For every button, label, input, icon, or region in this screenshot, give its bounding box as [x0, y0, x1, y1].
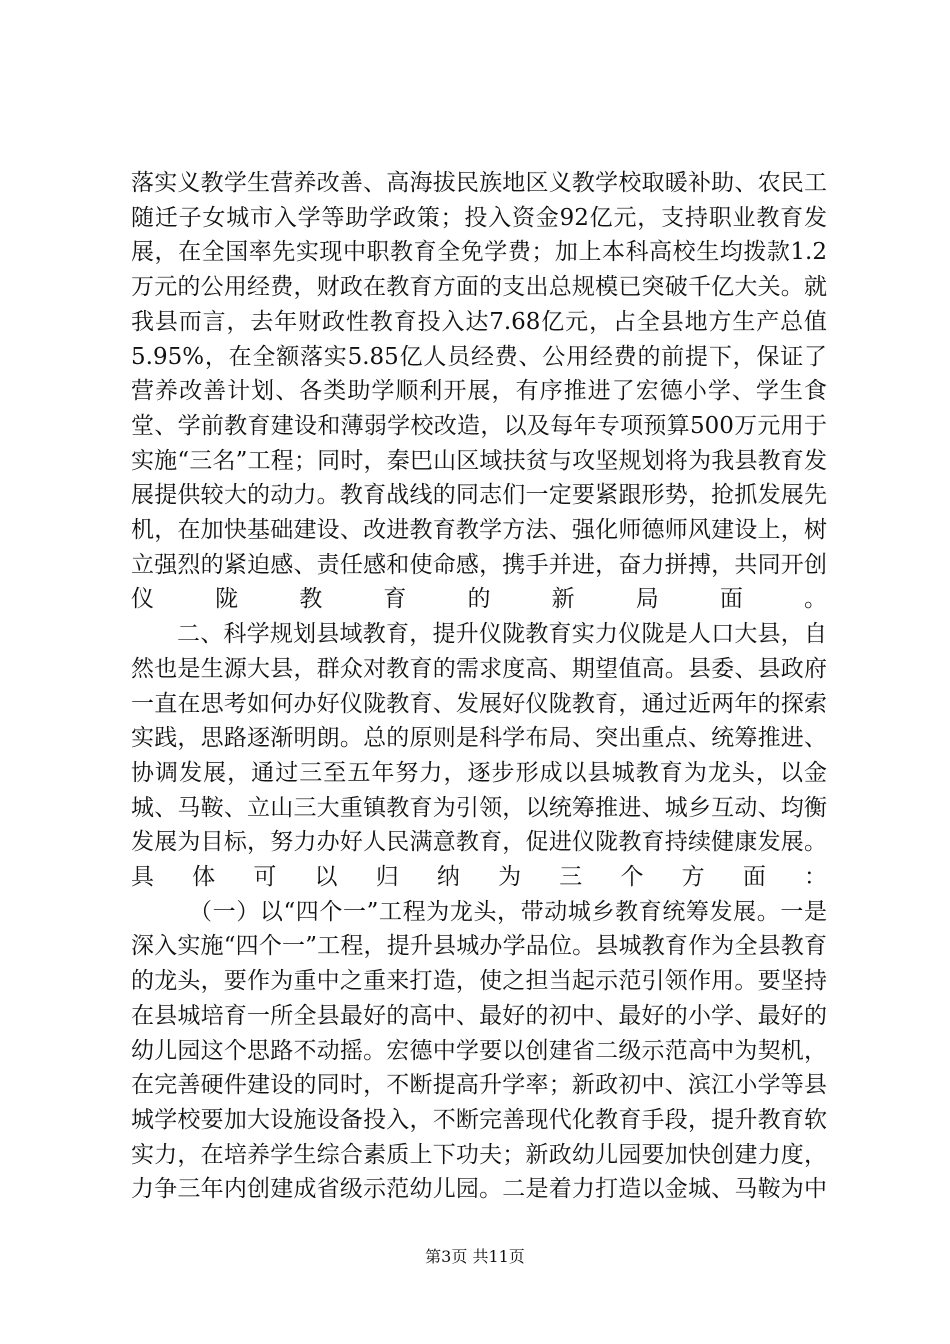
page-number-footer: 第3页 共11页: [425, 1247, 525, 1266]
paragraph-subsection-one: （一）以“四个一”工程为龙头，带动城乡教育统筹发展。一是深入实施“四个一”工程，提升县城办学品位。县城教育作为全县教育的龙头，要作为重中之重来打造，使之担当起示范引领作用。要坚持在县城培育一所全县最好的高中、最好的初中、最好的小学、最好的幼儿园这个思路不动摇。宏德中学要以创建省二级示范高中为契机，在完善硬件建设的同时，不断提高升学率；新政初中、滨江小学等县城学校要加大设施设备投入，不断完善现代化教育手段，提升教育软实力，在培养学生综合素质上下功夫；新政幼儿园要加快创建力度，力争三年内创建成省级示范幼儿园。二是着力打造以金城、马鞍为中: [131, 898, 827, 1203]
document-body: [131, 166, 827, 1207]
paragraph-continuation: 落实义教学生营养改善、高海拔民族地区义教学校取暖补助、农民工随迁子女城市入学等助学政策；投入资金92亿元，支持职业教育发展，在全国率先实现中职教育全免学费；加上本科高校生均拨款1.2万元的公用经费，财政在教育方面的支出总规模已突破千亿大关。就我县而言，去年财政性教育投入达7.68亿元，占全县地方生产总值5.95%，在全额落实5.85亿人员经费、公用经费的前提下，保证了营养改善计划、各类助学顺利开展，有序推进了宏德小学、学生食堂、学前教育建设和薄弱学校改造，以及每年专项预算500万元用于实施“三名”工程；同时，秦巴山区域扶贫与攻坚规划将为我县教育发展提供较大的动力。教育战线的同志们一定要紧跟形势，抢抓发展先机，在加快基础建设、改进教育教学方法、强化师德师风建设上，树立强烈的紧迫感、责任感和使命感，携手并进，奋力拼搏，共同开创仪陇教育的新局面。: [131, 170, 827, 613]
paragraph-section-two: 二、科学规划县域教育，提升仪陇教育实力仪陇是人口大县，自然也是生源大县，群众对教育的需求度高、期望值高。县委、县政府一直在思考如何办好仪陇教育、发展好仪陇教育，通过近两年的探索实践，思路逐渐明朗。总的原则是科学布局、突出重点、统筹推进、协调发展，通过三至五年努力，逐步形成以县城教育为龙头，以金城、马鞍、立山三大重镇教育为引领，以统筹推进、城乡互动、均衡发展为目标，努力办好人民满意教育，促进仪陇教育持续健康发展。具体可以归纳为三个方面：: [131, 621, 827, 891]
